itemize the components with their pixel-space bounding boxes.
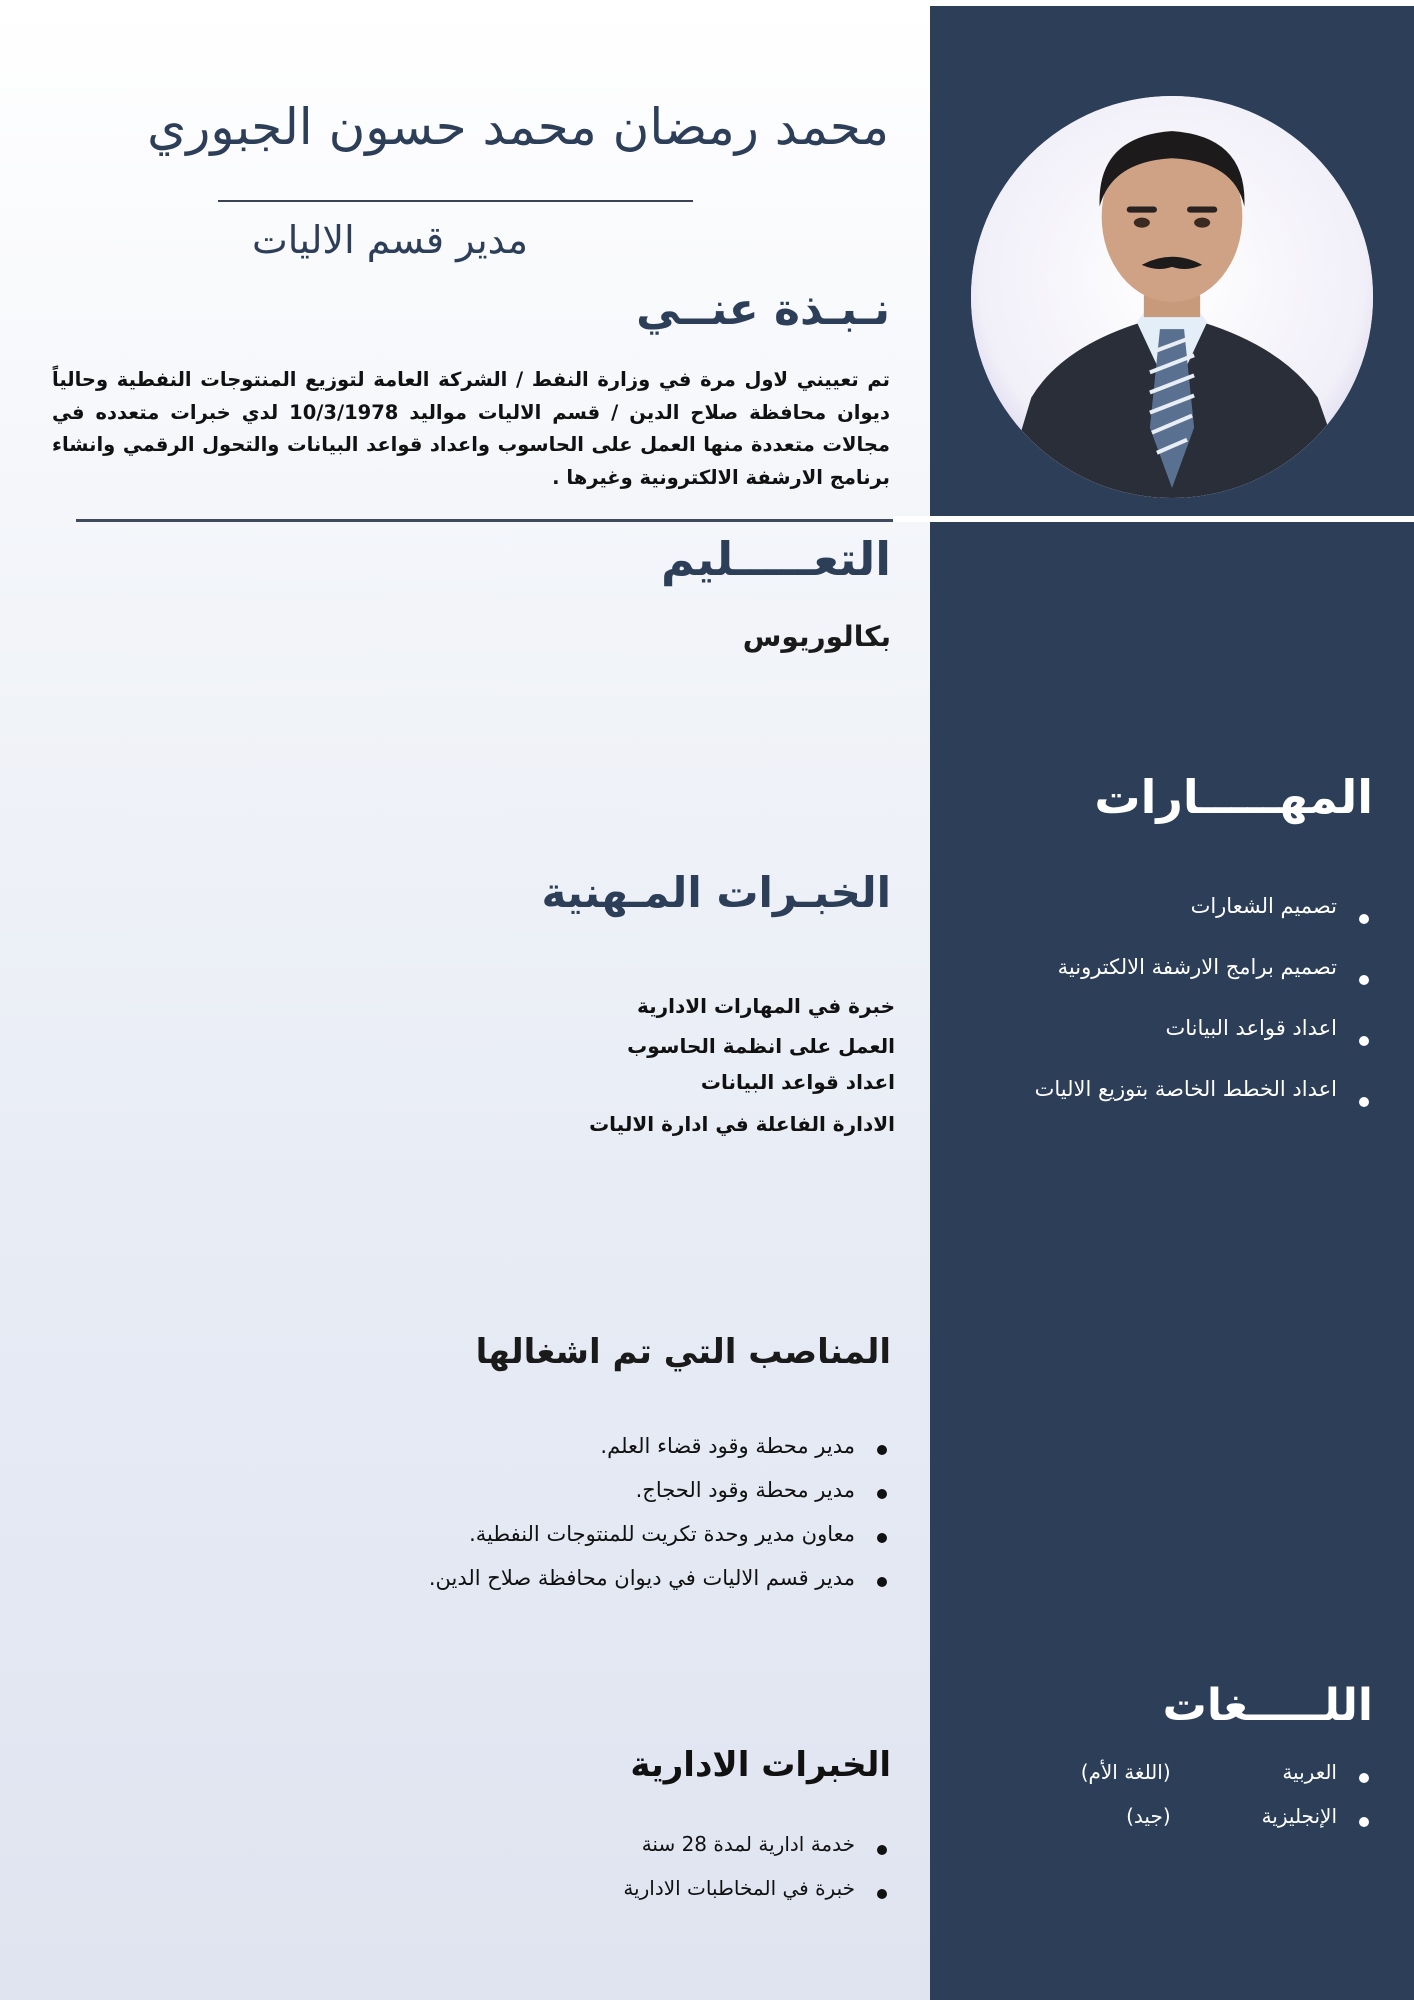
about-text: تم تعييني لاول مرة في وزارة النفط / الشركة العامة لتوزيع المنتوجات النفطية وحالياً ديوان محافظة صلاح الدين / قسم الاليات مواليد 10/3/1978 لدي خبرات متعدده في مجالات متعددة منها العمل على الحاسوب واعداد قواعد البيانات والتحول الرقمي وانشاء برنامج الارشفة الالكترونية وغيرها .: [52, 368, 891, 489]
skills-heading: المهـــــارات: [1094, 770, 1373, 824]
list-item: خدمة ادارية لمدة 28 سنة: [623, 1828, 891, 1872]
administrative-experience-heading: الخبرات الادارية: [630, 1745, 891, 1785]
skills-list: [1035, 888, 1373, 1132]
positions-heading: المناصب التي تم اشغالها: [475, 1332, 891, 1372]
list-item: الادارة الفاعلة في ادارة الاليات: [589, 1112, 895, 1136]
list-item: مدير محطة وقود قضاء العلم.: [429, 1428, 891, 1472]
language-item: [1081, 1756, 1373, 1800]
positions-list: [429, 1428, 891, 1604]
language-item: [1081, 1800, 1373, 1844]
about-heading: نـبـذة عنــي: [636, 284, 890, 335]
profile-photo: [971, 96, 1373, 498]
name-underline: [218, 200, 693, 202]
language-level: (اللغة الأم): [1080, 1760, 1171, 1784]
list-item: مدير محطة وقود الحجاج.: [429, 1472, 891, 1516]
languages-list: [1081, 1756, 1373, 1844]
list-item: خبرة في المخاطبات الادارية: [623, 1872, 891, 1916]
person-portrait-icon: [971, 96, 1373, 498]
language-level: (جيد): [1126, 1804, 1171, 1828]
education-heading: التعـــــليم: [660, 532, 891, 586]
list-item: خبرة في المهارات الادارية: [636, 994, 895, 1018]
list-item: تصميم برامج الارشفة الالكترونية: [1035, 949, 1373, 1010]
professional-experience-heading: الخبـرات المـهنية: [541, 868, 891, 917]
list-item: اعداد قواعد البيانات: [700, 1070, 895, 1094]
language-name: الإنجليزية: [1261, 1804, 1337, 1828]
section-divider: [76, 519, 893, 522]
languages-heading: اللـــــغات: [1162, 1680, 1373, 1731]
full-name: محمد رمضان محمد حسون الجبوري: [147, 98, 889, 156]
professional-experience-list: [589, 992, 895, 1150]
education-degree: بكالوريوس: [742, 620, 891, 653]
sidebar-divider: [893, 516, 1414, 522]
list-item: مدير قسم الاليات في ديوان محافظة صلاح الدين.: [429, 1560, 891, 1604]
list-item: العمل على انظمة الحاسوب: [627, 1034, 895, 1058]
language-name: العربية: [1282, 1760, 1337, 1784]
list-item: معاون مدير وحدة تكريت للمنتوجات النفطية.: [429, 1516, 891, 1560]
list-item: اعداد الخطط الخاصة بتوزيع الاليات: [1035, 1071, 1373, 1132]
list-item: اعداد قواعد البيانات: [1035, 1010, 1373, 1071]
list-item: تصميم الشعارات: [1035, 888, 1373, 949]
administrative-experience-list: [623, 1828, 891, 1916]
job-title: مدير قسم الاليات: [252, 218, 528, 262]
